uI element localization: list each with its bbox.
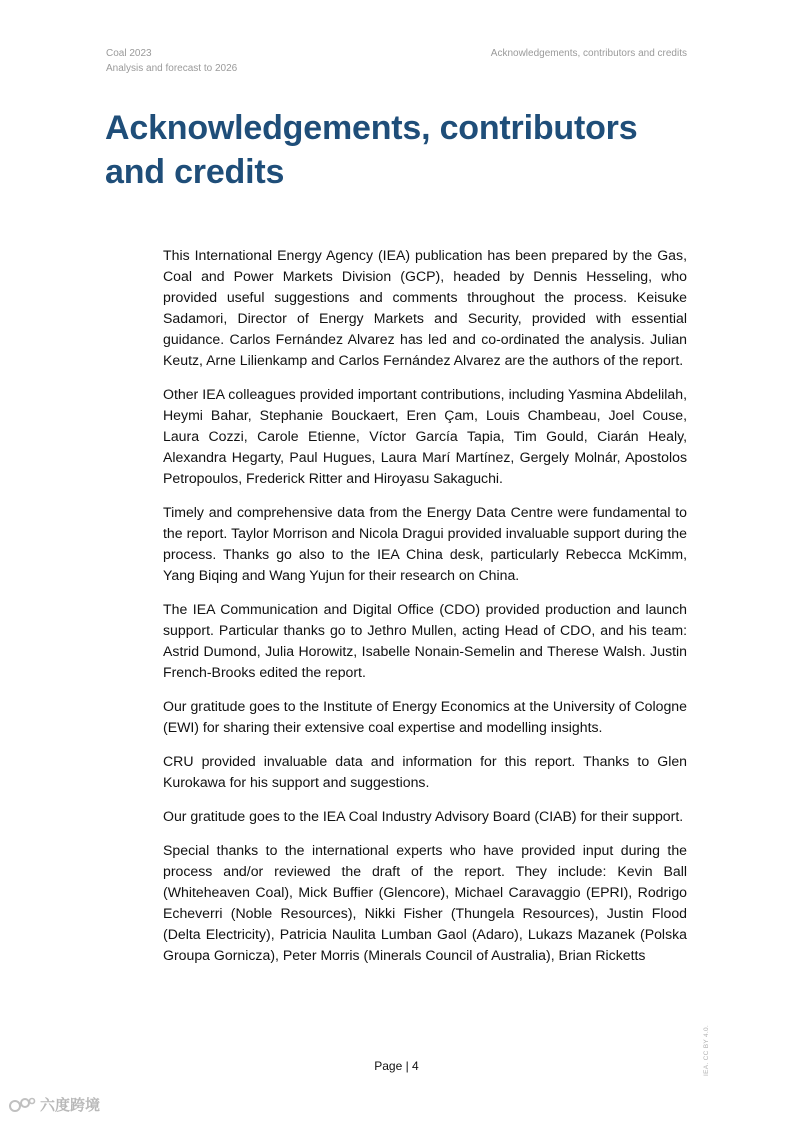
report-subtitle: Analysis and forecast to 2026 [106, 63, 238, 74]
page-title-line-1: Acknowledgements, contributors [105, 109, 638, 147]
page-title [105, 106, 705, 194]
watermark-text: 六度跨境 [40, 1097, 101, 1114]
paragraph: The IEA Communication and Digital Office (CDO) provided production and launch support. Particular thanks go to Jethro Mullen, acting Head of CDO, and his team: Astrid Dumond, Julia Horowitz, Isabelle Nonain-Semelin and Therese Walsh. Justin French-Brooks edited the report. [163, 601, 687, 680]
paragraph: Our gratitude goes to the IEA Coal Industry Advisory Board (CIAB) for their support. [163, 808, 684, 824]
license-note: IEA. CC BY 4.0. [703, 1025, 710, 1076]
running-header-left [106, 46, 237, 76]
paragraph: Other IEA colleagues provided important contributions, including Yasmina Abdelilah, Heymi Bahar, Stephanie Bouckaert, Eren Çam, Louis Chambeau, Joel Couse, Laura Cozzi, Carole Etienne, Víctor García Tapia, Tim Gould, Ciarán Healy, Alexandra Hegarty, Paul Hugues, Laura Marí Martínez, Gergely Molnár, Apostolos Petropoulos, Frederick Ritter and Hiroyasu Sakaguchi. [163, 386, 687, 486]
page-title-line-2: and credits [105, 153, 285, 191]
report-title: Coal 2023 [106, 48, 152, 59]
page-number: Page | 4 [374, 1059, 419, 1073]
paragraph: Timely and comprehensive data from the Energy Data Centre were fundamental to the report. Taylor Morrison and Nicola Dragui provided invaluable support during the process. Thanks go also to the IEA China desk, particularly Rebecca McKimm, Yang Biqing and Wang Yujun for their research on China. [163, 504, 687, 583]
paragraph: Special thanks to the international experts who have provided input during the process and/or reviewed the draft of the report. They include: Kevin Ball (Whiteheaven Coal), Mick Buffier (Glencore), Michael Caravaggio (EPRI), Rodrigo Echeverri (Noble Resources), Nikki Fisher (Thungela Resources), Justin Flood (Delta Electricity), Patricia Naulita Lumban Gaol (Adaro), Lukazs Mazanek (Polska Groupa Gornicza), Peter Morris (Minerals Council of Australia), Brian Ricketts [163, 842, 687, 963]
paragraph: This International Energy Agency (IEA) publication has been prepared by the Gas, Coal and Power Markets Division (GCP), headed by Dennis Hesseling, who provided useful suggestions and comments throughout the process. Keisuke Sadamori, Director of Energy Markets and Security, provided with essential guidance. Carlos Fernández Alvarez has led and co-ordinated the analysis. Julian Keutz, Arne Lilienkamp and Carlos Fernández Alvarez are the authors of the report. [163, 247, 687, 368]
running-header-right: Acknowledgements, contributors and credits [490, 48, 687, 59]
watermark [8, 1094, 100, 1115]
watermark-logo-icon [8, 1095, 36, 1115]
paragraph: CRU provided invaluable data and information for this report. Thanks to Glen Kurokawa for his support and suggestions. [163, 753, 687, 790]
paragraph: Our gratitude goes to the Institute of Energy Economics at the University of Cologne (EWI) for sharing their extensive coal expertise and modelling insights. [163, 698, 687, 735]
body-text [163, 245, 687, 979]
